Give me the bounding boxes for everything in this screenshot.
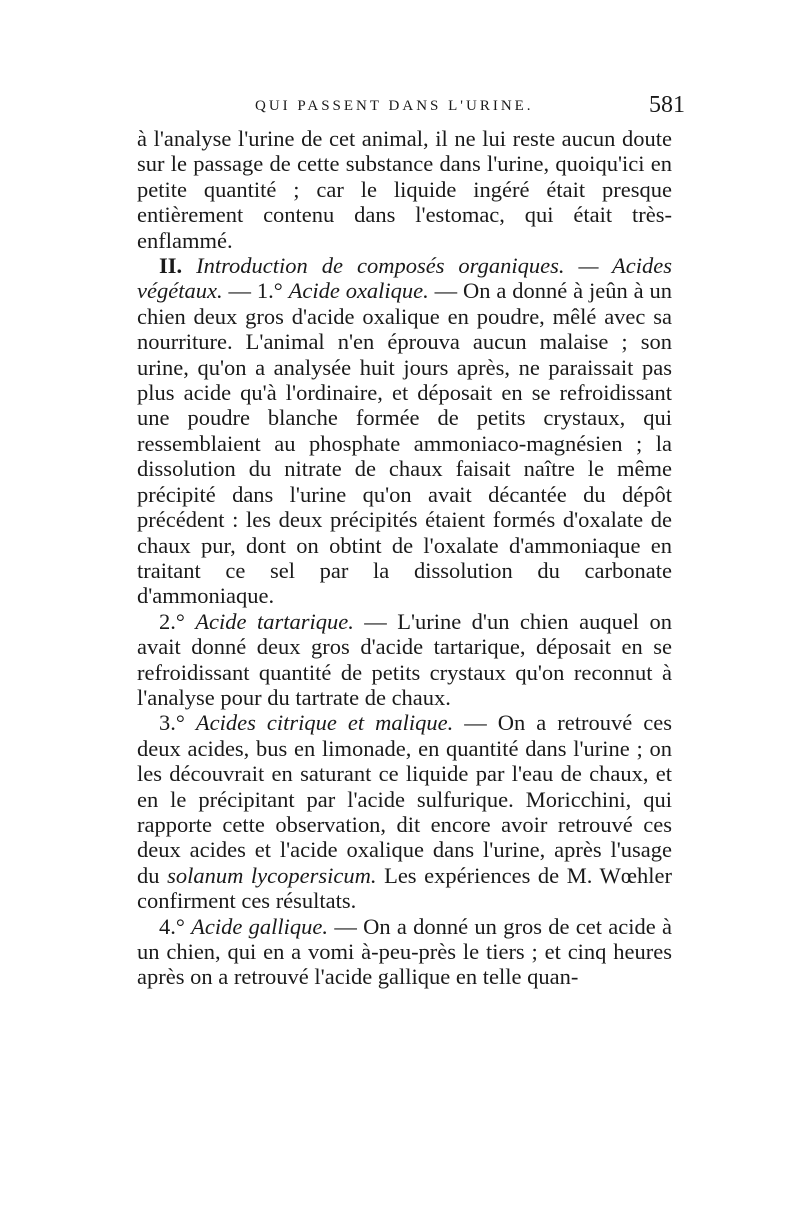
subsection-title-oxalic: Acide oxalique. <box>288 278 429 304</box>
item-number: 2.° <box>159 608 196 634</box>
subsection-title-citric: Acides citrique et malique. <box>195 710 454 736</box>
section-title: Introduction de composés organiques. — Acides végétaux. <box>137 253 672 304</box>
paragraph-gallic <box>137 914 672 990</box>
paragraph-text-citric-1: — On a retrouvé ces deux acides, bus en limonade, en quantité dans l'urine ; on les découvrait en saturant ce liquide par l'eau de chaux, et en le précipitant par l'acide sulfurique. Moricchini, qui rapporte cette observation, dit encore avoir retrouvé ces deux acides et l'acide oxalique dans l'urine, après l'usage du <box>137 710 672 888</box>
running-head: QUI PASSENT DANS L'URINE. <box>255 98 534 114</box>
item-number: 4.° <box>159 913 192 939</box>
paragraph-text-gallic: — On a donné un gros de cet acide à un chien, qui en a vomi à-peu-près le tiers ; et cinq heures après on a retrouvé l'acide gallique en telle quan- <box>137 913 672 990</box>
paragraph-continuation: à l'analyse l'urine de cet animal, il ne lui reste aucun doute sur le passage de cette substance dans l'urine, quoiqu'ici en petite quantité ; car le liquide ingéré était presque entièrement contenu dans l'estomac, qui était très-enflammé. <box>137 126 672 253</box>
page-header <box>255 92 685 128</box>
page-number: 581 <box>649 92 685 118</box>
section-dash: — 1.° <box>222 278 289 304</box>
item-number: 3.° <box>159 710 196 736</box>
body-text <box>137 126 672 1046</box>
paragraph-text-oxalic: — On a donné à jeûn à un chien deux gros d'acide oxalique en poudre, mêlé avec sa nourriture. L'animal n'en éprouva aucun malaise ; son urine, qu'on a analysée huit jours après, ne paraissait pas plus acide qu'à l'ordinaire, et déposait en se refroidissant une poudre blanche formée de petits crystaux, qui ressemblaient au phosphate ammoniaco-magnésien ; la dissolution du nitrate de chaux faisait naître le même précipité dans l'urine qu'on avait décantée du dépôt précédent : les deux précipités étaient formés d'oxalate de chaux pur, dont on obtint de l'oxalate d'ammoniaque en traitant ce sel par la dissolution du carbonate d'ammoniaque. <box>137 278 673 609</box>
subsection-title-tartaric: Acide tartarique. <box>195 608 354 634</box>
paragraph-section-ii <box>137 253 672 609</box>
paragraph-citric-malic <box>137 710 672 913</box>
species-name: solanum lycopersicum. <box>167 862 377 888</box>
paragraph-text-tartaric: — L'urine d'un chien auquel on avait donné deux gros d'acide tartarique, déposait en se refroidissant quantité de petits crystaux qu'on reconnut à l'analyse pour du tartrate de chaux. <box>137 608 672 710</box>
section-number: II. <box>159 253 183 279</box>
paragraph-tartaric <box>137 609 672 711</box>
paragraph-text-citric-2: Les expériences de M. Wœhler confirment ces résultats. <box>137 862 672 914</box>
subsection-title-gallic: Acide gallique. <box>191 913 329 939</box>
